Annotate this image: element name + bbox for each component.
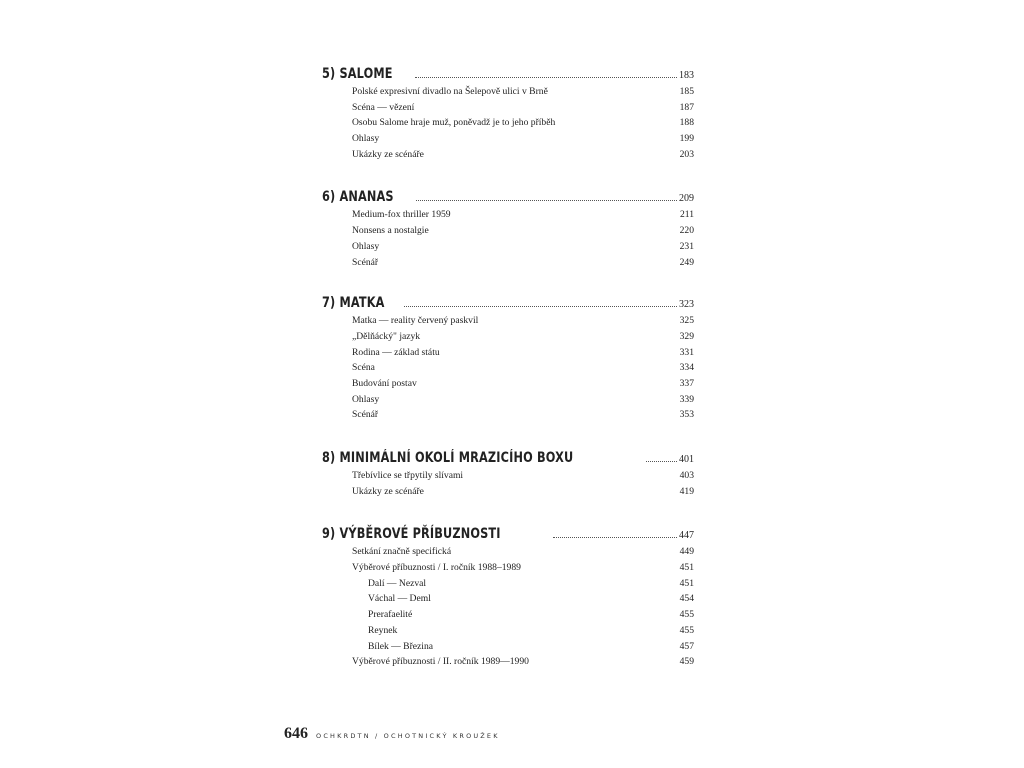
entry-label: Ukázky ze scénáře xyxy=(352,485,424,497)
entry-label: Scénář xyxy=(352,256,379,268)
toc-subentry xyxy=(322,625,694,641)
entry-page-number: 187 xyxy=(679,101,694,113)
entry-label: „Dělňácký" jazyk xyxy=(352,330,421,342)
chapter-page-number: 401 xyxy=(679,454,694,465)
entry-label: Výběrové příbuznosti / II. ročník 1989—1990 xyxy=(352,656,529,668)
chapter-title: 8) MINIMÁLNÍ OKOLÍ MRAZICÍHO BOXU xyxy=(322,450,574,466)
toc-subentry xyxy=(322,641,694,657)
entry-label: Nonsens a nostalgie xyxy=(352,225,429,237)
entry-label: Scénář xyxy=(352,409,379,421)
toc-entry xyxy=(322,209,694,225)
toc-entry xyxy=(322,362,694,378)
entry-label: Medium-fox thriller 1959 xyxy=(352,209,451,221)
toc-entry xyxy=(322,546,694,562)
toc-entry xyxy=(322,470,694,486)
entry-page-number: 188 xyxy=(679,117,694,129)
entry-page-number: 451 xyxy=(679,562,694,574)
chapter-title: 5) SALOME xyxy=(322,66,393,82)
entry-page-number: 331 xyxy=(679,346,694,358)
entry-label: Setkání značně specifická xyxy=(352,546,452,558)
entry-label: Ohlasy xyxy=(352,393,380,405)
entry-page-number: 185 xyxy=(679,86,694,97)
chapter-heading xyxy=(322,189,694,209)
entry-page-number: 231 xyxy=(679,240,694,252)
toc-entry xyxy=(322,133,694,149)
entry-page-number: 334 xyxy=(679,362,694,374)
entry-page-number: 329 xyxy=(679,330,694,342)
entry-page-number: 211 xyxy=(679,209,694,221)
entry-label: Osobu Salome hraje muž, poněvadž je to jeho příběh xyxy=(352,117,556,129)
toc-entry xyxy=(322,86,694,102)
toc-entry xyxy=(322,486,694,502)
entry-page-number: 325 xyxy=(679,315,694,327)
entry-page-number: 449 xyxy=(679,546,694,558)
chapter-vyberove-pribuznosti xyxy=(322,526,694,672)
leader-dots xyxy=(415,77,677,78)
toc-entry xyxy=(322,117,694,133)
entry-page-number: 249 xyxy=(679,256,694,268)
running-head: OCHKRDTN / OCHOTNICKÝ KROUŽEK xyxy=(316,732,500,740)
chapter-title: 9) VÝBĚROVÉ PŘÍBUZNOSTI xyxy=(322,526,501,543)
entry-label: Bílek — Březina xyxy=(368,640,434,652)
chapter-heading xyxy=(322,66,694,86)
chapter-ananas xyxy=(322,189,694,272)
toc-subentry xyxy=(322,593,694,609)
toc-entry xyxy=(322,562,694,578)
entry-label: Ohlasy xyxy=(352,133,380,145)
toc-entry xyxy=(322,102,694,118)
table-of-contents xyxy=(322,66,694,672)
entry-label: Dalí — Nezval xyxy=(368,577,427,589)
chapter-salome xyxy=(322,66,694,164)
entry-label: Třebívlice se třpytily slívami xyxy=(352,470,464,481)
chapter-page-number: 183 xyxy=(679,70,694,81)
chapter-minimalni-okoli xyxy=(322,450,694,501)
entry-page-number: 457 xyxy=(679,640,694,652)
toc-entry xyxy=(322,378,694,394)
chapter-matka xyxy=(322,295,694,425)
toc-entry xyxy=(322,394,694,410)
leader-dots xyxy=(404,306,677,307)
entry-label: Váchal — Deml xyxy=(368,593,431,605)
entry-page-number: 199 xyxy=(679,133,694,145)
entry-page-number: 419 xyxy=(679,485,694,497)
leader-dots xyxy=(553,537,677,538)
chapter-page-number: 323 xyxy=(679,299,694,311)
entry-label: Polské expresivní divadlo na Šelepově ulici v Brně xyxy=(352,86,548,97)
entry-label: Rodina — základ státu xyxy=(352,346,440,358)
toc-entry xyxy=(322,331,694,347)
chapter-title: 7) MATKA xyxy=(322,295,385,312)
entry-label: Ohlasy xyxy=(352,240,380,252)
chapter-page-number: 209 xyxy=(679,193,694,205)
toc-entry xyxy=(322,225,694,241)
entry-label: Scéna xyxy=(352,362,375,374)
toc-subentry xyxy=(322,609,694,625)
toc-entry xyxy=(322,241,694,257)
entry-label: Matka — reality červený paskvil xyxy=(352,315,479,327)
entry-label: Budování postav xyxy=(352,377,417,389)
entry-label: Ukázky ze scénáře xyxy=(352,148,424,160)
entry-page-number: 454 xyxy=(679,593,694,605)
entry-page-number: 220 xyxy=(679,225,694,237)
toc-entry xyxy=(322,149,694,165)
entry-page-number: 451 xyxy=(679,577,694,589)
entry-label: Prerafaelité xyxy=(368,609,413,621)
toc-entry xyxy=(322,347,694,363)
entry-page-number: 337 xyxy=(679,377,694,389)
entry-page-number: 459 xyxy=(679,656,694,668)
chapter-page-number: 447 xyxy=(679,530,694,542)
entry-label: Scéna — vězení xyxy=(352,101,415,113)
leader-dots xyxy=(416,200,677,201)
toc-entry xyxy=(322,315,694,331)
toc-entry xyxy=(322,257,694,273)
chapter-heading xyxy=(322,295,694,315)
entry-page-number: 203 xyxy=(679,148,694,160)
entry-page-number: 353 xyxy=(679,409,694,421)
entry-page-number: 455 xyxy=(679,624,694,636)
entry-page-number: 403 xyxy=(679,470,694,481)
toc-entry xyxy=(322,409,694,425)
entry-label: Výběrové příbuznosti / I. ročník 1988–1989 xyxy=(352,562,521,574)
page-footer xyxy=(284,725,500,743)
page-number: 646 xyxy=(284,725,308,742)
entry-page-number: 455 xyxy=(679,609,694,621)
chapter-heading xyxy=(322,450,694,470)
chapter-heading xyxy=(322,526,694,546)
entry-page-number: 339 xyxy=(679,393,694,405)
toc-entry xyxy=(322,656,694,672)
toc-subentry xyxy=(322,578,694,594)
entry-label: Reynek xyxy=(368,624,398,636)
chapter-title: 6) ANANAS xyxy=(322,189,394,206)
leader-dots xyxy=(646,461,677,462)
